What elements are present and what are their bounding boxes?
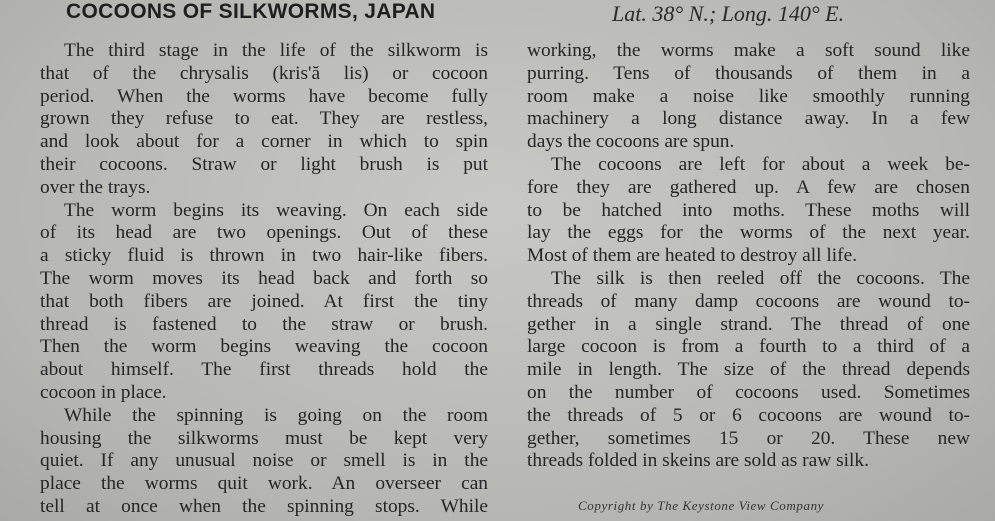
text-line: threads folded in skeins are sold as raw silk.: [527, 450, 869, 472]
text-line: The cocoons are left for about a week be-: [551, 153, 970, 175]
text-line: room make a noise like smoothly running: [527, 85, 970, 107]
text-line: The silk is then reeled off the cocoons. The: [551, 267, 970, 289]
text-line: of its head are two openings. Out of these: [40, 222, 488, 244]
text-line: and look about for a corner in which to spin: [40, 131, 488, 153]
text-line: to be hatched into moths. These moths will: [527, 199, 970, 221]
text-line: cocoon in place.: [40, 381, 167, 403]
text-line: threads of many damp cocoons are wound to-: [527, 290, 970, 312]
text-line: days the cocoons are spun.: [527, 131, 735, 153]
text-line: large cocoon is from a fourth to a third of a: [527, 336, 970, 358]
text-line: The worm moves its head back and forth so: [40, 267, 488, 289]
text-line: While the spinning is going on the room: [64, 404, 488, 426]
text-line: Then the worm begins weaving the cocoon: [40, 336, 488, 358]
text-line: housing the silkworms must be kept very: [40, 427, 488, 449]
text-line: quiet. If any unusual noise or smell is in the: [40, 450, 488, 472]
text-line: on the number of cocoons used. Sometimes: [527, 381, 970, 403]
location-coordinates: Lat. 38° N.; Long. 140° E.: [612, 1, 845, 26]
text-line: tell at once when the spinning stops. While: [40, 495, 488, 517]
text-line: fore they are gathered up. A few are chosen: [527, 176, 970, 198]
text-line: over the trays.: [40, 176, 151, 198]
text-line: gether, sometimes 15 or 20. These new: [527, 427, 970, 449]
text-line: the threads of 5 or 6 cocoons are wound to-: [527, 404, 970, 426]
text-line: that both fibers are joined. At first the tiny: [40, 290, 488, 312]
text-line: that of the chrysalis (kris'ă lis) or cocoon: [40, 62, 488, 84]
text-line: mile in length. The size of the thread depends: [527, 359, 970, 381]
page-title: COCOONS OF SILKWORMS, JAPAN: [66, 0, 436, 23]
text-line: machinery a long distance away. In a few: [527, 108, 970, 130]
text-line: place the worms quit work. An overseer can: [40, 473, 488, 495]
text-line: The worm begins its weaving. On each side: [64, 199, 488, 221]
right-column: [527, 40, 970, 473]
text-line: a sticky fluid is thrown in two hair-like fibers.: [40, 245, 488, 267]
text-line: thread is fastened to the straw or brush.: [40, 313, 488, 335]
copyright-notice: Copyright by The Keystone View Company: [578, 498, 825, 513]
text-line: lay the eggs for the worms of the next year.: [527, 222, 970, 244]
text-line: working, the worms make a soft sound like: [527, 40, 970, 61]
text-line: their cocoons. Straw or light brush is put: [40, 153, 488, 175]
text-line: period. When the worms have become fully: [40, 85, 488, 107]
left-column: [40, 40, 488, 519]
text-line: The third stage in the life of the silkworm is: [64, 40, 488, 61]
text-line: grown they refuse to eat. They are restless,: [40, 108, 488, 130]
text-line: Most of them are heated to destroy all life.: [527, 245, 858, 267]
text-line: about himself. The first threads hold the: [40, 359, 488, 381]
text-line: gether in a single strand. The thread of one: [527, 313, 970, 335]
text-line: purring. Tens of thousands of them in a: [527, 62, 970, 84]
